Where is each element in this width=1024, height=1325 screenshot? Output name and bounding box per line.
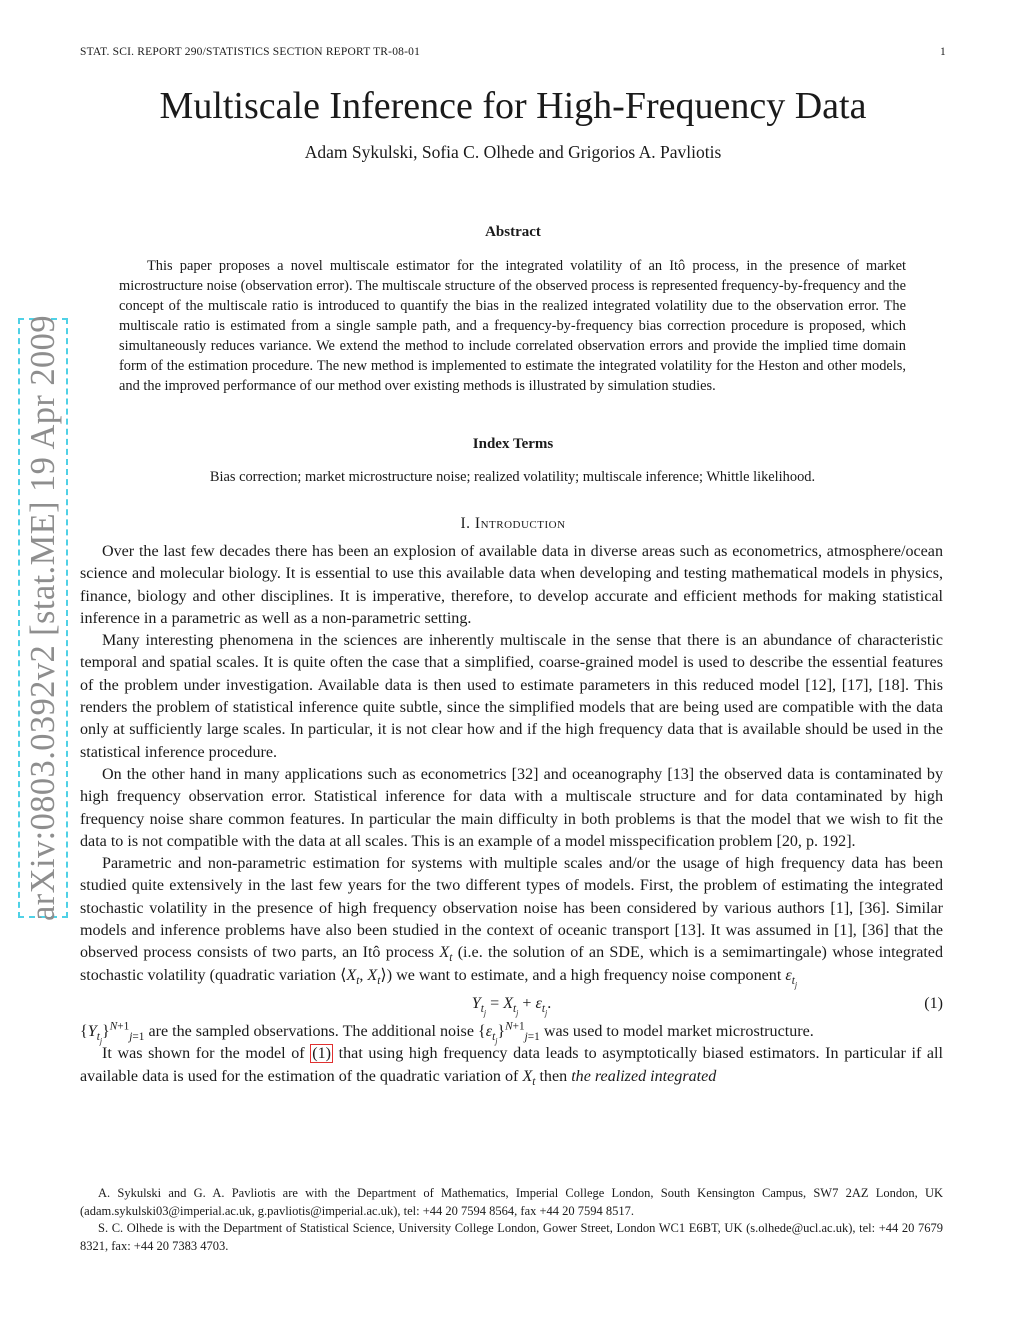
equation-number: (1) (924, 994, 943, 1012)
running-header (80, 46, 946, 64)
arxiv-side-stamp: arXiv:0803.0392v2 [stat.ME] 19 Apr 2009 (18, 318, 68, 918)
paragraph: Many interesting phenomena in the sciences are inherently multiscale in the sense that there is an abundance of characteristic temporal and spatial scales. It is quite often the case that a simplified, coarse-grained model is used to describe the essential features of the problem under investigation. Available data is then used to estimate parameters in this reduced model [12], [17], [18]. This renders the problem of statistical inference quite subtle, since the simplified models that are being used are compatible with the data only at sufficiently large scales. In particular, it is not clear how and if the high frequency data that is available should be used in the statistical inference procedure. (80, 632, 943, 761)
paragraph: On the other hand in many applications such as econometrics [32] and oceanography [13] the observed data is contaminated by high frequency observation error. Statistical inference for data with a multiscale structure and for data contaminated by high frequency noise share common features. In particular the main difficulty in both problems is that the model that we wish to fit the data to is not compatible with the data at all scales. This is an example of a model misspecification problem [20, p. 192]. (80, 765, 943, 850)
footnote: A. Sykulski and G. A. Pavliotis are with the Department of Mathematics, Imperial College London, South Kensington Campus, SW7 2AZ London, UK (adam.sykulski03@imperial.ac.uk, g.pavliotis@imperial.ac.uk), tel: +44 20 7594 8564, fax +44 20 7594 8517. (80, 1186, 943, 1218)
paragraph: It was shown for the model of (1) that using high frequency data leads to asymptotically biased estimators. In particular if all available data is used for the estimation of the quadratic variation of $X_t$ then the realized integrated (80, 1045, 944, 1088)
abstract-text: This paper proposes a novel multiscale estimator for the integrated volatility of an Itô process, in the presence of market microstructure noise (observation error). The multiscale structure of the observed process is represented frequency-by-frequency and the concept of the multiscale ratio is introduced to quantify the bias in the realized integrated volatility due to the observation error. The multiscale ratio is estimated from a single sample path, and a frequency-by-frequency bias correction procedure is proposed, which simultaneously reduces variance. We extend the method to include correlated observation errors and provide the implied time domain form of the estimation procedure. The new method is implemented to estimate the integrated volatility for the Heston and other models, and the improved performance of our method over existing methods is illustrated by simulation studies. (119, 258, 906, 394)
introduction-body (80, 541, 943, 1088)
equation-reference-link[interactable]: (1) (312, 1045, 332, 1063)
section-title: Introduction (474, 515, 566, 532)
section-numeral: I. (460, 515, 471, 532)
abstract-heading: Abstract (485, 224, 541, 240)
paper-title: Multiscale Inference for High-Frequency Data (159, 85, 867, 127)
footnotes (80, 1185, 943, 1255)
equation-1: $Y_{t_j} = X_{t_j} + \varepsilon_{t_j}$. (1) (80, 987, 943, 1021)
paragraph: Over the last few decades there has been an explosion of available data in diverse areas such as econometrics, atmosphere/ocean science and molecular biology. It is essential to use this available data when developing and testing mathematical models in physics, finance, biology and other disciplines. It is imperative, therefore, to develop accurate and efficient methods for making statistical inference in a parametric as well as a non-parametric setting. (80, 543, 943, 627)
author-list: Adam Sykulski, Sofia C. Olhede and Grigorios A. Pavliotis (304, 142, 722, 162)
index-terms-text: Bias correction; market microstructure noise; realized volatility; multiscale inference; Whittle likelihood. (209, 469, 816, 485)
paragraph: $\{Y_{t_j}\}^{N+1}_{j=1}$ are the sampled observations. The additional noise $\{\varepsilon_{t_j}\}^{N+1}_{j=1}$ was used to model market microstructure. (80, 1020, 814, 1046)
footnote: S. C. Olhede is with the Department of Statistical Science, University College London, Gower Street, London WC1 E6BT, UK (s.olhede@ucl.ac.uk), tel: +44 20 7679 8321, fax: +44 20 7383 4703. (80, 1221, 943, 1253)
page-number: 1 (940, 46, 946, 58)
paragraph: Parametric and non-parametric estimation for systems with multiple scales and/or the usage of high frequency data has been studied quite extensively in the last few years for the two different types of models. First, the problem of estimating the integrated stochastic volatility in the presence of high frequency observation noise has been considered by various authors [1], [36]. Similar models and inference problems have also been studied in the context of oceanic transport [13]. It was assumed in [1], [36] that the observed process consists of two parts, an Itô process $X_t$ (i.e. the solution of an SDE, which is a semimartingale) whose integrated stochastic volatility (quadratic variation $⟨X_t$, $X_t⟩$) we want to estimate, and a high frequency noise component $\varepsilon_{t_j}$ (80, 855, 944, 990)
report-identifier: STAT. SCI. REPORT 290/STATISTICS SECTION REPORT TR-08-01 (80, 46, 421, 58)
introduction-heading (80, 515, 946, 533)
index-terms-heading: Index Terms (472, 436, 554, 452)
